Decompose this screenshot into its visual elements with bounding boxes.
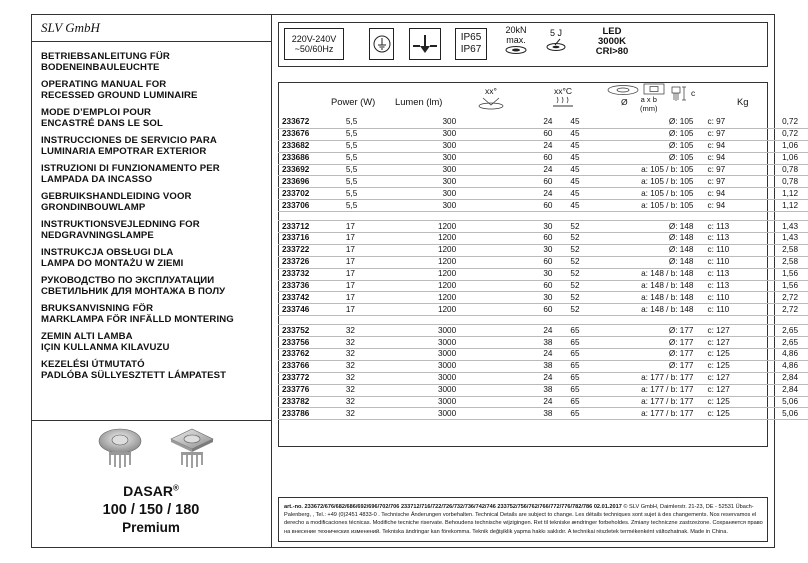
cell-tc: 45 — [568, 140, 603, 152]
cell-dim: Ø: 148 — [603, 256, 697, 268]
cell-code: 233682 — [278, 140, 338, 152]
cell-dim: Ø: 148 — [603, 233, 697, 245]
col-header-power: Power (W) — [331, 96, 376, 107]
table-row — [278, 304, 808, 316]
manual-title-line: IÇIN KULLANMA KILAVUZU — [41, 342, 170, 354]
load-rating: 20kN max. — [501, 25, 531, 57]
cell-code: 233786 — [278, 408, 338, 420]
manual-title-line: MARKLAMPA FÖR INFÄLLD MONTERING — [41, 314, 234, 326]
cell-tc: 52 — [568, 244, 603, 256]
cell-tc: 45 — [568, 152, 603, 164]
cell-lm: 300 — [401, 117, 476, 128]
col-header-diameter: Ø — [621, 97, 628, 107]
manual-title-line: PADLÓBA SÜLLYESZTETT LÁMPATEST — [41, 370, 227, 382]
cell-h: c: 113 — [697, 280, 762, 292]
cell-dim: Ø: 105 — [603, 140, 697, 152]
cell-h: c: 97 — [697, 128, 762, 140]
manual-title-line: GEBRUIKSHANDLEIDING VOOR — [41, 191, 192, 202]
cell-pw: 5,5 — [338, 117, 402, 128]
cell-tc: 45 — [568, 200, 603, 212]
cell-h: c: 125 — [697, 349, 762, 361]
cell-lm: 3000 — [401, 396, 476, 408]
cell-dg: 24 — [476, 325, 568, 337]
round-luminaire-image — [95, 425, 145, 470]
manual-title — [41, 107, 267, 129]
cell-dg: 24 — [476, 349, 568, 361]
cell-kg: 1,12 — [763, 200, 808, 212]
cell-dg: 38 — [476, 408, 568, 420]
cell-code: 233722 — [278, 244, 338, 256]
manual-title — [41, 51, 267, 73]
cell-code: 233742 — [278, 292, 338, 304]
cell-tc: 65 — [568, 372, 603, 384]
table-row — [278, 140, 808, 152]
cell-dim: Ø: 105 — [603, 117, 697, 128]
cell-tc: 45 — [568, 176, 603, 188]
titles-rule — [31, 420, 271, 421]
cell-h: c: 110 — [697, 256, 762, 268]
cell-code: 233732 — [278, 268, 338, 280]
cell-pw: 5,5 — [338, 188, 402, 200]
cell-lm: 3000 — [401, 325, 476, 337]
brand-name: SLV GmbH — [41, 20, 100, 35]
cell-dim: a: 177 / b: 177 — [603, 396, 697, 408]
footer-text: © SLV GmbH, Daimlerstr. 21-23, DE - 52531 Übach-Palenberg, , Tel.: +49 (0)2451 4833-0 . Technische Änderungen vorbehalten. Technical Details are subject to change. Les détails techniques sont sujet à des changements. Nos reservamos el derecho a modificaciones técnicas. Modifiche tecniche riservate. Behoudens technische wijzigingen. Ret til tekniske ændringer forbeholdes. Zmiany techniczne zastrzeżone. Сохраняется право на внесение технических изменений. Tekniska ändringar kan förekomma. Teknik değişiklik yapma hakkı saklıdır. A technikai részletek termékenként változhatnak. Made in China. — [284, 504, 763, 535]
cell-tc: 45 — [568, 164, 603, 176]
square-luminaire-image — [167, 425, 217, 470]
cell-pw: 17 — [338, 280, 402, 292]
cell-kg: 5,06 — [763, 396, 808, 408]
cell-kg: 1,43 — [763, 221, 808, 233]
cell-h: c: 113 — [697, 221, 762, 233]
table-row — [278, 164, 808, 176]
cell-dg: 60 — [476, 256, 568, 268]
table-row — [278, 408, 808, 420]
column-divider — [271, 14, 272, 548]
manual-title-line: ENCASTRÉ DANS LE SOL — [41, 118, 163, 130]
cell-lm: 1200 — [401, 292, 476, 304]
cell-dg: 24 — [476, 140, 568, 152]
cell-dim: a: 105 / b: 105 — [603, 164, 697, 176]
cell-pw: 17 — [338, 304, 402, 316]
cell-dim: Ø: 105 — [603, 128, 697, 140]
cell-pw: 5,5 — [338, 152, 402, 164]
cell-code: 233756 — [278, 337, 338, 349]
manual-title — [41, 247, 267, 269]
drive-over-icon — [504, 45, 528, 55]
cell-code: 233776 — [278, 384, 338, 396]
manual-title-line: RECESSED GROUND LUMINAIRE — [41, 90, 198, 102]
cell-kg: 1,12 — [763, 188, 808, 200]
spec-icons-bar — [278, 22, 768, 67]
cell-code: 233672 — [278, 117, 338, 128]
table-group-gap — [278, 316, 808, 325]
table-row — [278, 337, 808, 349]
impact-icon — [544, 38, 568, 52]
cell-kg: 0,72 — [763, 128, 808, 140]
cell-pw: 32 — [338, 396, 402, 408]
cell-dim: a: 105 / b: 105 — [603, 200, 697, 212]
cell-code: 233782 — [278, 396, 338, 408]
cell-h: c: 125 — [697, 396, 762, 408]
table-row — [278, 233, 808, 245]
col-header-lumen: Lumen (lm) — [395, 96, 443, 107]
cell-h: c: 125 — [697, 408, 762, 420]
cell-dim: a: 105 / b: 105 — [603, 188, 697, 200]
cell-code: 233686 — [278, 152, 338, 164]
cell-h: c: 94 — [697, 188, 762, 200]
cell-tc: 65 — [568, 325, 603, 337]
cell-pw: 17 — [338, 292, 402, 304]
cell-kg: 5,06 — [763, 408, 808, 420]
cell-h: c: 94 — [697, 140, 762, 152]
cell-kg: 2,84 — [763, 372, 808, 384]
manual-title-line: BETRIEBSANLEITUNG FÜR — [41, 51, 170, 62]
cell-dg: 60 — [476, 304, 568, 316]
beam-angle-icon — [477, 96, 505, 110]
manual-title-line: СВЕТИЛЬНИК ДЛЯ МОНТАЖА В ПОЛУ — [41, 286, 226, 298]
cell-kg: 0,78 — [763, 176, 808, 188]
cell-code: 233712 — [278, 221, 338, 233]
surface-heat-icon — [551, 96, 575, 110]
col-header-axb: a x b (mm) — [640, 95, 658, 113]
table-row — [278, 117, 808, 128]
cell-code: 233696 — [278, 176, 338, 188]
cell-code: 233706 — [278, 200, 338, 212]
cell-code: 233676 — [278, 128, 338, 140]
cell-pw: 5,5 — [338, 176, 402, 188]
cell-h: c: 110 — [697, 304, 762, 316]
cell-dim: Ø: 148 — [603, 221, 697, 233]
cell-dim: a: 148 / b: 148 — [603, 268, 697, 280]
manual-title-line: ZEMIN ALTI LAMBA — [41, 331, 133, 342]
table-row — [278, 128, 808, 140]
cell-dim: a: 148 / b: 148 — [603, 280, 697, 292]
cell-h: c: 110 — [697, 244, 762, 256]
cell-code: 233716 — [278, 233, 338, 245]
cell-dg: 60 — [476, 200, 568, 212]
cell-lm: 3000 — [401, 408, 476, 420]
cell-kg: 2,72 — [763, 292, 808, 304]
table-row — [278, 200, 808, 212]
cell-dg: 24 — [476, 396, 568, 408]
cell-pw: 5,5 — [338, 200, 402, 212]
cell-dim: a: 177 / b: 177 — [603, 384, 697, 396]
cell-tc: 45 — [568, 128, 603, 140]
table-row — [278, 292, 808, 304]
cell-lm: 1200 — [401, 256, 476, 268]
cell-kg: 2,84 — [763, 384, 808, 396]
cell-h: c: 127 — [697, 325, 762, 337]
impact-rating: 5 J — [541, 28, 571, 54]
table-row — [278, 372, 808, 384]
col-header-angle: xx° — [477, 86, 505, 112]
cell-kg: 4,86 — [763, 360, 808, 372]
cell-tc: 65 — [568, 384, 603, 396]
led-spec: LED 3000K CRI>80 — [595, 26, 629, 57]
cell-dim: Ø: 177 — [603, 349, 697, 361]
cell-dim: a: 148 / b: 148 — [603, 304, 697, 316]
manual-title-line: ISTRUZIONI DI FUNZIONAMENTO PER — [41, 163, 220, 174]
cell-kg: 1,43 — [763, 233, 808, 245]
cell-dg: 38 — [476, 337, 568, 349]
manual-title-line: NEDGRAVNINGSLAMPE — [41, 230, 154, 242]
cell-h: c: 127 — [697, 384, 762, 396]
table-row — [278, 221, 808, 233]
table-row — [278, 325, 808, 337]
cell-dim: Ø: 177 — [603, 360, 697, 372]
col-header-c: c — [691, 88, 696, 98]
cell-lm: 1200 — [401, 221, 476, 233]
cell-tc: 65 — [568, 349, 603, 361]
manual-title-line: INSTRUKCJA OBSŁUGI DLA — [41, 247, 174, 258]
cell-dg: 24 — [476, 188, 568, 200]
footer-date: 02.01.2017 — [593, 504, 622, 510]
cell-h: c: 110 — [697, 292, 762, 304]
cell-kg: 2,65 — [763, 325, 808, 337]
table-row — [278, 244, 808, 256]
cell-h: c: 97 — [697, 176, 762, 188]
table-row — [278, 349, 808, 361]
table-row — [278, 268, 808, 280]
cell-dg: 60 — [476, 152, 568, 164]
spec-table — [278, 117, 808, 420]
cell-lm: 1200 — [401, 233, 476, 245]
manual-title-line: BRUKSANVISNING FÖR — [41, 303, 154, 314]
product-variant: Premium — [122, 520, 180, 535]
cell-lm: 300 — [401, 200, 476, 212]
cell-dg: 60 — [476, 280, 568, 292]
cell-dg: 38 — [476, 360, 568, 372]
manual-title — [41, 191, 267, 213]
cell-tc: 52 — [568, 221, 603, 233]
protection-class-icon — [369, 28, 394, 60]
manual-titles — [41, 51, 267, 387]
manual-title — [41, 135, 267, 157]
cell-code: 233762 — [278, 349, 338, 361]
cell-code: 233772 — [278, 372, 338, 384]
cell-kg: 2,65 — [763, 337, 808, 349]
cell-dg: 30 — [476, 244, 568, 256]
cell-kg: 1,56 — [763, 280, 808, 292]
cell-lm: 300 — [401, 188, 476, 200]
recessed-mount-icon — [409, 28, 441, 60]
cell-h: c: 127 — [697, 337, 762, 349]
cell-code: 233752 — [278, 325, 338, 337]
cell-dim: a: 148 / b: 148 — [603, 292, 697, 304]
cell-lm: 3000 — [401, 360, 476, 372]
cell-tc: 52 — [568, 268, 603, 280]
cell-dg: 60 — [476, 128, 568, 140]
cell-lm: 3000 — [401, 349, 476, 361]
cell-dim: Ø: 177 — [603, 325, 697, 337]
cell-tc: 52 — [568, 280, 603, 292]
manual-title-line: MODE D’EMPLOI POUR — [41, 107, 152, 118]
cell-dg: 24 — [476, 372, 568, 384]
manual-title — [41, 79, 267, 101]
cell-h: c: 94 — [697, 200, 762, 212]
cell-dg: 30 — [476, 221, 568, 233]
cell-lm: 1200 — [401, 268, 476, 280]
col-header-temp: xx°C — [548, 86, 578, 112]
cell-kg: 0,78 — [763, 164, 808, 176]
manual-title — [41, 275, 267, 297]
ip-rating-box: IP65 IP67 — [455, 28, 487, 60]
manual-title-line: GRONDINBOUWLAMP — [41, 202, 146, 214]
cell-tc: 65 — [568, 408, 603, 420]
cell-h: c: 97 — [697, 164, 762, 176]
cell-tc: 52 — [568, 233, 603, 245]
cell-kg: 1,06 — [763, 152, 808, 164]
cell-code: 233726 — [278, 256, 338, 268]
cell-kg: 4,86 — [763, 349, 808, 361]
table-row — [278, 152, 808, 164]
cell-pw: 17 — [338, 244, 402, 256]
cell-lm: 3000 — [401, 372, 476, 384]
cell-dim: a: 177 / b: 177 — [603, 408, 697, 420]
cell-lm: 1200 — [401, 304, 476, 316]
cell-pw: 17 — [338, 268, 402, 280]
cell-pw: 32 — [338, 372, 402, 384]
manual-title-line: BODENEINBAULEUCHTE — [41, 62, 160, 74]
cell-dg: 30 — [476, 292, 568, 304]
cell-dim: Ø: 148 — [603, 244, 697, 256]
table-row — [278, 384, 808, 396]
cell-h: c: 125 — [697, 360, 762, 372]
cell-h: c: 127 — [697, 372, 762, 384]
cell-kg: 1,06 — [763, 140, 808, 152]
table-row — [278, 396, 808, 408]
table-group-gap — [278, 212, 808, 221]
cell-kg: 2,58 — [763, 256, 808, 268]
manual-title-line: OPERATING MANUAL FOR — [41, 79, 167, 90]
manual-title-line: РУКОВОДСТВО ПО ЭКСПЛУАТАЦИИ — [41, 275, 215, 286]
cell-lm: 300 — [401, 140, 476, 152]
cell-code: 233766 — [278, 360, 338, 372]
manual-title — [41, 163, 267, 185]
manual-title — [41, 303, 267, 325]
cell-dim: a: 105 / b: 105 — [603, 176, 697, 188]
round-dimension-icon — [605, 84, 641, 96]
cell-pw: 32 — [338, 337, 402, 349]
manual-title-line: LUMINARIA EMPOTRAR EXTERIOR — [41, 146, 207, 158]
table-row — [278, 176, 808, 188]
cell-code: 233746 — [278, 304, 338, 316]
cell-kg: 2,58 — [763, 244, 808, 256]
manual-title-line: KEZELÉSI ÚTMUTATÓ — [41, 359, 145, 370]
cell-pw: 32 — [338, 384, 402, 396]
cell-code: 233736 — [278, 280, 338, 292]
cell-kg: 0,72 — [763, 117, 808, 128]
cell-pw: 32 — [338, 408, 402, 420]
header-rule — [31, 41, 271, 42]
voltage-box: 220V-240V ~50/60Hz — [284, 28, 344, 60]
cell-lm: 300 — [401, 164, 476, 176]
cell-dg: 38 — [476, 384, 568, 396]
cell-dim: a: 177 / b: 177 — [603, 372, 697, 384]
cell-tc: 65 — [568, 396, 603, 408]
cell-lm: 1200 — [401, 244, 476, 256]
cell-code: 233692 — [278, 164, 338, 176]
table-row — [278, 360, 808, 372]
footer-legal — [278, 497, 768, 542]
cell-tc: 45 — [568, 188, 603, 200]
cell-dg: 60 — [476, 233, 568, 245]
cell-kg: 2,72 — [763, 304, 808, 316]
cell-pw: 32 — [338, 325, 402, 337]
cell-lm: 3000 — [401, 337, 476, 349]
cell-code: 233702 — [278, 188, 338, 200]
cell-tc: 52 — [568, 292, 603, 304]
table-row — [278, 256, 808, 268]
cell-h: c: 97 — [697, 117, 762, 128]
cell-tc: 52 — [568, 256, 603, 268]
cell-dg: 60 — [476, 176, 568, 188]
table-row — [278, 280, 808, 292]
product-sizes: 100 / 150 / 180 — [102, 502, 200, 518]
cell-h: c: 113 — [697, 268, 762, 280]
cell-lm: 3000 — [401, 384, 476, 396]
cell-lm: 300 — [401, 128, 476, 140]
cell-pw: 17 — [338, 233, 402, 245]
cell-tc: 65 — [568, 360, 603, 372]
cell-pw: 32 — [338, 349, 402, 361]
cell-dg: 30 — [476, 268, 568, 280]
cell-kg: 1,56 — [763, 268, 808, 280]
cell-pw: 17 — [338, 256, 402, 268]
cell-pw: 5,5 — [338, 164, 402, 176]
cell-tc: 52 — [568, 304, 603, 316]
cell-h: c: 94 — [697, 152, 762, 164]
cell-pw: 17 — [338, 221, 402, 233]
cell-h: c: 113 — [697, 233, 762, 245]
footer-artno: art.-no. 233672/676/682/686/692/696/702/706 233712/716/722/726/732/736/742/746 233752/756/762/766/772/776/782/786 — [284, 504, 593, 510]
manual-title — [41, 331, 267, 353]
manual-title — [41, 359, 267, 381]
cell-lm: 300 — [401, 152, 476, 164]
cell-dg: 24 — [476, 117, 568, 128]
manual-title-line: INSTRUKTIONSVEJLEDNING FOR — [41, 219, 200, 230]
manual-title-line: INSTRUCCIONES DE SERVICIO PARA — [41, 135, 217, 146]
cell-dg: 24 — [476, 164, 568, 176]
col-header-kg: Kg — [737, 96, 749, 107]
manual-title-line: LAMPA DO MONTAŻU W ZIEMI — [41, 258, 184, 270]
cell-dim: Ø: 177 — [603, 337, 697, 349]
product-name: DASAR® — [123, 483, 179, 499]
cell-lm: 1200 — [401, 280, 476, 292]
cell-tc: 65 — [568, 337, 603, 349]
cell-pw: 32 — [338, 360, 402, 372]
cell-pw: 5,5 — [338, 128, 402, 140]
cell-tc: 45 — [568, 117, 603, 128]
manual-title-line: LAMPADA DA INCASSO — [41, 174, 153, 186]
cell-dim: Ø: 105 — [603, 152, 697, 164]
height-dimension-icon — [670, 84, 692, 106]
table-row — [278, 188, 808, 200]
manual-title — [41, 219, 267, 241]
cell-pw: 5,5 — [338, 140, 402, 152]
cell-lm: 300 — [401, 176, 476, 188]
